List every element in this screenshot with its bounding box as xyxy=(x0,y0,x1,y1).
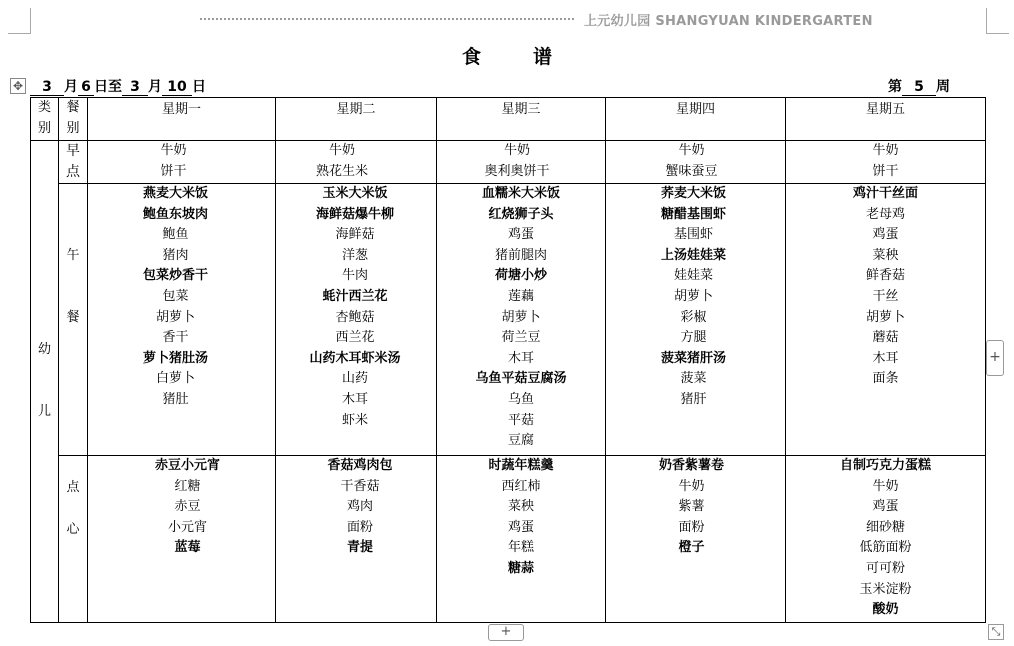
ingredient: 虾米 xyxy=(341,412,368,428)
ingredient: 牛奶 xyxy=(160,143,187,158)
dish-name: 时蔬年糕羹 xyxy=(488,458,554,473)
dish-name: 荞麦大米饭 xyxy=(660,186,726,201)
dish-name: 萝卜猪肚汤 xyxy=(142,350,208,366)
ingredient: 干香菇 xyxy=(340,478,380,494)
ingredient: 老母鸡 xyxy=(865,206,905,222)
date-range: 3 月 6 日至 3 月 10 日 xyxy=(30,76,206,96)
meal-label-breakfast[interactable]: 早 点 xyxy=(59,141,88,184)
add-column-button[interactable]: + xyxy=(986,340,1004,376)
breakfast-row xyxy=(31,141,986,184)
ingredient: 杏鲍菇 xyxy=(335,309,375,325)
ingredient: 彩椒 xyxy=(680,309,707,325)
crop-mark-top-right xyxy=(986,8,1009,34)
breakfast-mon[interactable] xyxy=(88,141,276,184)
ingredient: 可可粉 xyxy=(865,560,905,576)
ingredient: 熟花生米 xyxy=(315,163,368,179)
ingredient: 胡萝卜 xyxy=(155,309,195,325)
table-move-handle-icon[interactable]: ✥ xyxy=(10,78,26,94)
ingredient: 鸡蛋 xyxy=(872,227,899,243)
ingredient: 木耳 xyxy=(872,350,899,366)
lunch-tue[interactable] xyxy=(276,184,437,456)
ingredient: 菠菜 xyxy=(680,371,707,387)
ingredient: 牛奶 xyxy=(678,143,705,158)
ingredient: 面条 xyxy=(872,371,899,387)
dish-name: 鸡汁干丝面 xyxy=(852,186,918,201)
ingredient: 鸡蛋 xyxy=(507,227,534,243)
ingredient: 鲜香菇 xyxy=(865,268,905,284)
week-number: 第 5 周 xyxy=(888,79,950,95)
ingredient: 鸡蛋 xyxy=(507,519,534,535)
ingredient: 饼干 xyxy=(872,163,899,179)
table-resize-handle-icon[interactable]: ⤡ xyxy=(988,624,1004,640)
header-day-thu[interactable]: 星期四 xyxy=(606,98,786,141)
dish-name: 菠菜猪肝汤 xyxy=(660,350,726,366)
lunch-thu[interactable] xyxy=(606,184,786,456)
dish-name: 自制巧克力蛋糕 xyxy=(839,458,931,473)
dish-name: 香菇鸡肉包 xyxy=(327,458,393,473)
ingredient: 荷兰豆 xyxy=(501,330,541,346)
dish-name: 赤豆小元宵 xyxy=(154,458,220,473)
ingredient: 胡萝卜 xyxy=(865,309,905,325)
ingredient: 赤豆 xyxy=(174,499,201,515)
ingredient: 紫薯 xyxy=(678,499,705,515)
lunch-fri[interactable] xyxy=(786,184,986,456)
header-meal-cell[interactable]: 餐 别 xyxy=(59,98,88,141)
ingredient: 牛奶 xyxy=(328,143,355,158)
breakfast-wed[interactable] xyxy=(437,141,606,184)
ingredient: 小元宵 xyxy=(167,519,207,535)
ingredient: 木耳 xyxy=(507,350,534,366)
end-day[interactable]: 10 xyxy=(162,79,192,96)
page-title: 食谱 xyxy=(461,46,604,68)
ingredient: 香干 xyxy=(162,330,189,346)
ingredient: 细砂糖 xyxy=(865,519,905,535)
dish-name: 包菜炒香干 xyxy=(142,268,208,284)
ingredient: 山药 xyxy=(341,371,368,387)
dish-name: 乌鱼平菇豆腐汤 xyxy=(475,371,567,387)
ingredient: 牛奶 xyxy=(872,478,899,494)
dish-name: 血糯米大米饭 xyxy=(481,186,560,201)
lunch-row xyxy=(31,184,986,456)
add-row-button[interactable]: + xyxy=(488,624,524,641)
crop-mark-top-left xyxy=(8,8,31,34)
ingredient: 饼干 xyxy=(160,163,187,179)
dish-name: 青提 xyxy=(346,540,373,556)
ingredient: 洋葱 xyxy=(341,247,368,263)
ingredient: 猪肝 xyxy=(680,391,707,407)
dish-name: 燕麦大米饭 xyxy=(142,186,208,201)
ingredient: 西兰花 xyxy=(335,330,375,346)
ingredient: 胡萝卜 xyxy=(673,288,713,304)
ingredient: 牛肉 xyxy=(341,268,368,284)
snack-thu[interactable] xyxy=(606,456,786,623)
ingredient: 猪前腿肉 xyxy=(494,247,547,263)
meal-label-snack[interactable]: 点 心 xyxy=(59,456,88,623)
header-day-mon[interactable]: 星期一 xyxy=(88,98,276,141)
ingredient: 蟹味蚕豆 xyxy=(665,163,718,179)
lunch-wed[interactable] xyxy=(437,184,606,456)
dish-name: 奶香紫薯卷 xyxy=(658,458,724,473)
dish-name: 鲍鱼东坡肉 xyxy=(142,206,208,222)
ingredient: 乌鱼 xyxy=(507,391,534,407)
ingredient: 豆腐 xyxy=(507,433,534,449)
week-number-value[interactable]: 5 xyxy=(902,79,936,96)
snack-wed[interactable] xyxy=(437,456,606,623)
ingredient: 基围虾 xyxy=(673,227,713,243)
ingredient: 奥利奥饼干 xyxy=(484,163,550,179)
ingredient: 年糕 xyxy=(507,540,534,556)
dish-name: 山药木耳虾米汤 xyxy=(309,350,401,366)
breakfast-fri[interactable] xyxy=(786,141,986,184)
ingredient: 猪肉 xyxy=(162,247,189,263)
lunch-mon[interactable] xyxy=(88,184,276,456)
ingredient: 菜秧 xyxy=(872,247,899,263)
dish-name: 蚝汁西兰花 xyxy=(322,288,388,304)
ingredient: 平菇 xyxy=(507,412,534,428)
header-row xyxy=(31,98,986,141)
end-month[interactable]: 3 xyxy=(122,79,148,96)
ingredient: 西红柿 xyxy=(501,478,541,494)
breakfast-tue[interactable] xyxy=(276,141,437,184)
dish-name: 蓝莓 xyxy=(174,540,201,556)
ingredient: 牛奶 xyxy=(503,143,530,158)
ingredient: 蘑菇 xyxy=(872,330,899,346)
ingredient: 莲藕 xyxy=(507,288,534,304)
snack-tue[interactable] xyxy=(276,456,437,623)
header-category-cell[interactable]: 类 别 xyxy=(31,98,59,141)
header-dotted-line xyxy=(200,18,574,20)
ingredient: 牛奶 xyxy=(872,143,899,158)
category-cell-children[interactable]: 幼 儿 xyxy=(31,141,59,623)
ingredient: 鸡肉 xyxy=(346,499,373,515)
dish-name: 糖蒜 xyxy=(507,560,534,576)
dish-name: 糖醋基围虾 xyxy=(660,206,726,222)
snack-fri[interactable] xyxy=(786,456,986,623)
dish-name: 红烧狮子头 xyxy=(488,206,554,222)
dish-name: 橙子 xyxy=(678,540,705,556)
ingredient: 红糖 xyxy=(174,478,201,494)
meal-label-lunch[interactable]: 午 餐 xyxy=(59,184,88,456)
dish-name: 酸奶 xyxy=(872,602,899,618)
menu-table xyxy=(30,97,986,623)
snack-row xyxy=(31,456,986,623)
snack-mon[interactable] xyxy=(88,456,276,623)
ingredient: 牛奶 xyxy=(678,478,705,494)
dish-name: 海鲜菇爆牛柳 xyxy=(315,206,394,222)
ingredient: 玉米淀粉 xyxy=(859,581,912,597)
header-day-tue[interactable]: 星期二 xyxy=(276,98,437,141)
dish-name: 上汤娃娃菜 xyxy=(660,247,726,263)
ingredient: 木耳 xyxy=(341,391,368,407)
ingredient: 鸡蛋 xyxy=(872,499,899,515)
ingredient: 方腿 xyxy=(680,330,707,346)
dish-name: 荷塘小炒 xyxy=(494,268,547,284)
header-day-wed[interactable]: 星期三 xyxy=(437,98,606,141)
dish-name: 玉米大米饭 xyxy=(322,186,388,201)
ingredient: 娃娃菜 xyxy=(673,268,713,284)
ingredient: 鲍鱼 xyxy=(162,227,189,243)
ingredient: 面粉 xyxy=(346,519,373,535)
ingredient: 海鲜菇 xyxy=(335,227,375,243)
ingredient: 胡萝卜 xyxy=(501,309,541,325)
ingredient: 菜秧 xyxy=(507,499,534,515)
kindergarten-brand: 上元幼儿园 SHANGYUAN KINDERGARTEN xyxy=(584,14,873,29)
ingredient: 猪肚 xyxy=(162,391,189,407)
ingredient: 面粉 xyxy=(678,519,705,535)
ingredient: 干丝 xyxy=(872,288,899,304)
header-day-fri[interactable]: 星期五 xyxy=(786,98,986,141)
ingredient: 白萝卜 xyxy=(155,371,195,387)
start-month[interactable]: 3 xyxy=(30,79,64,96)
ingredient: 低筋面粉 xyxy=(859,540,912,556)
start-day[interactable]: 6 xyxy=(78,79,94,96)
ingredient: 包菜 xyxy=(162,288,189,304)
breakfast-thu[interactable] xyxy=(606,141,786,184)
